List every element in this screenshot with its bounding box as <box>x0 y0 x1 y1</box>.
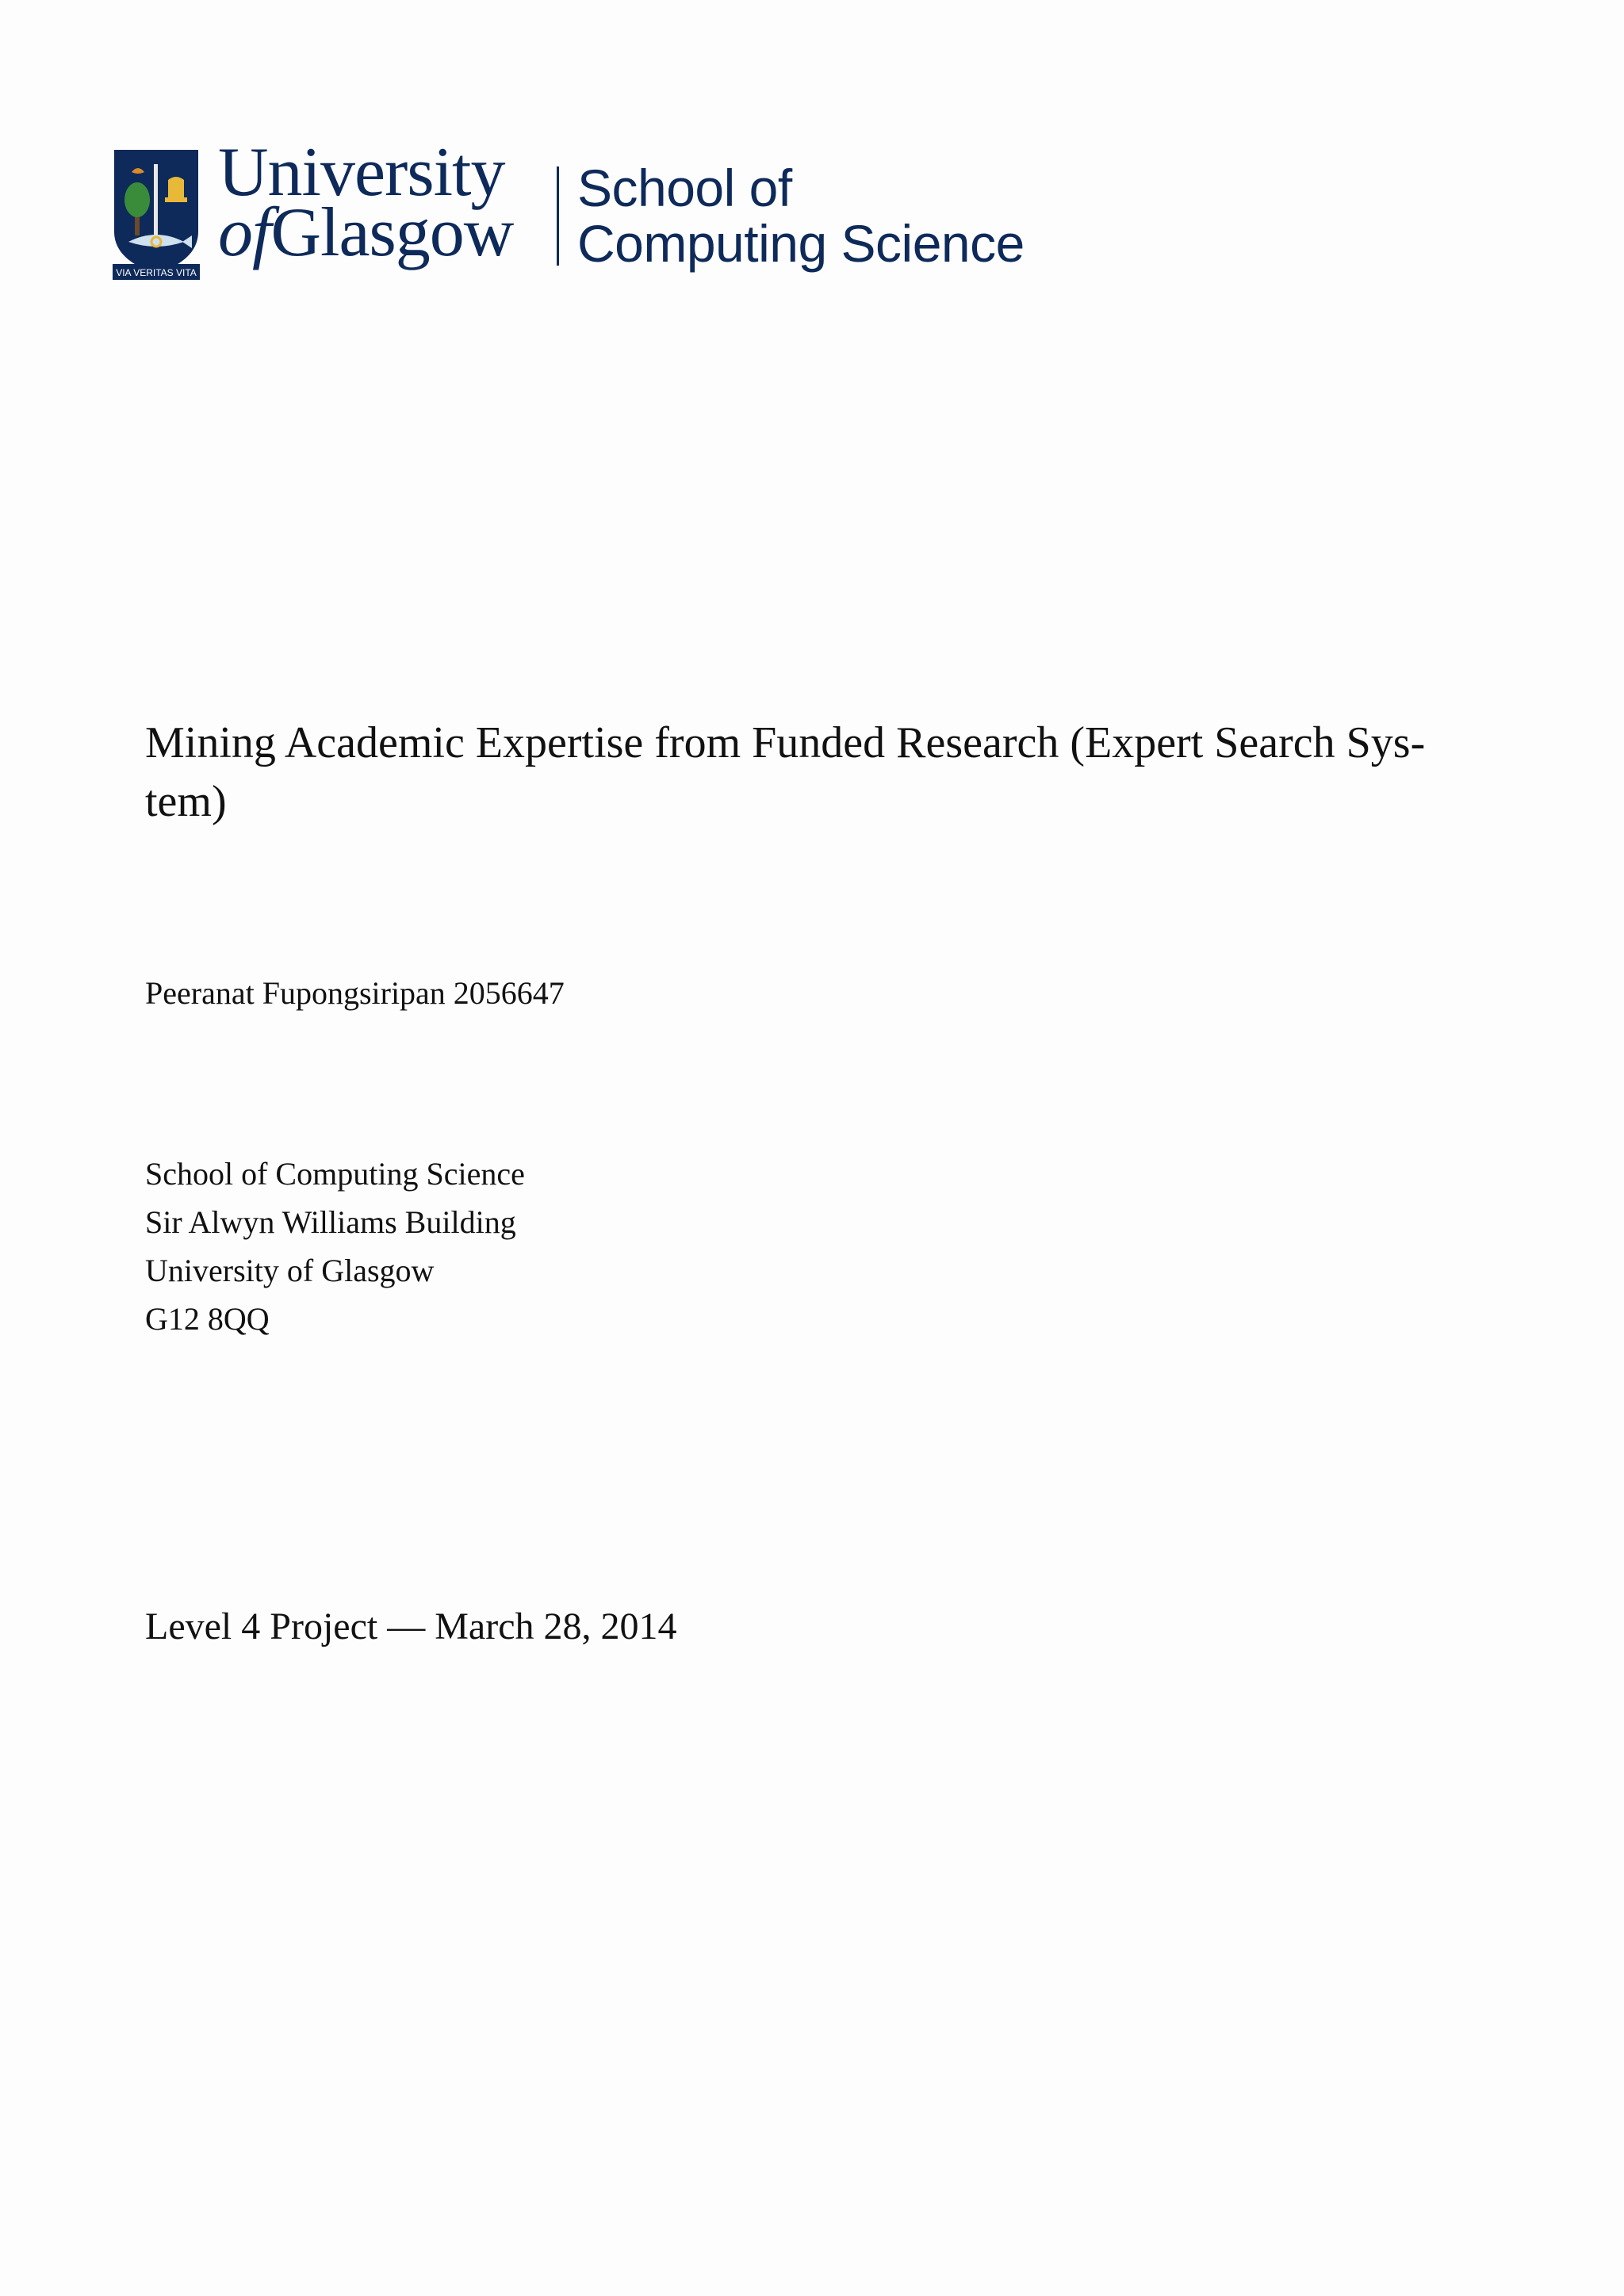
school-name <box>577 160 1025 271</box>
address-line: School of Computing Science <box>145 1156 525 1192</box>
logo-divider <box>557 166 559 266</box>
university-name-line1: University <box>218 134 505 211</box>
university-name-line2 <box>218 194 514 271</box>
address-line: Sir Alwyn Williams Building <box>145 1204 516 1240</box>
address-line: University of Glasgow <box>145 1253 435 1288</box>
school-name-line1: School of <box>577 159 792 217</box>
school-name-line2: Computing Science <box>577 214 1025 273</box>
address-block <box>145 1150 525 1343</box>
university-logo <box>113 134 1064 281</box>
university-crest-icon <box>113 148 200 281</box>
university-name <box>218 134 514 271</box>
university-name-of: of <box>218 194 271 271</box>
university-name-glasgow: Glasgow <box>270 194 514 271</box>
address-line: G12 8QQ <box>145 1301 270 1337</box>
author-line: Peeranat Fupongsiripan 2056647 <box>145 975 565 1011</box>
crest-motto: VIA VERITAS VITA <box>116 267 197 278</box>
project-level-date: Level 4 Project — March 28, 2014 <box>145 1605 677 1647</box>
project-title: Mining Academic Expertise from Funded Research (Expert Search Sys-tem) <box>145 718 1426 826</box>
